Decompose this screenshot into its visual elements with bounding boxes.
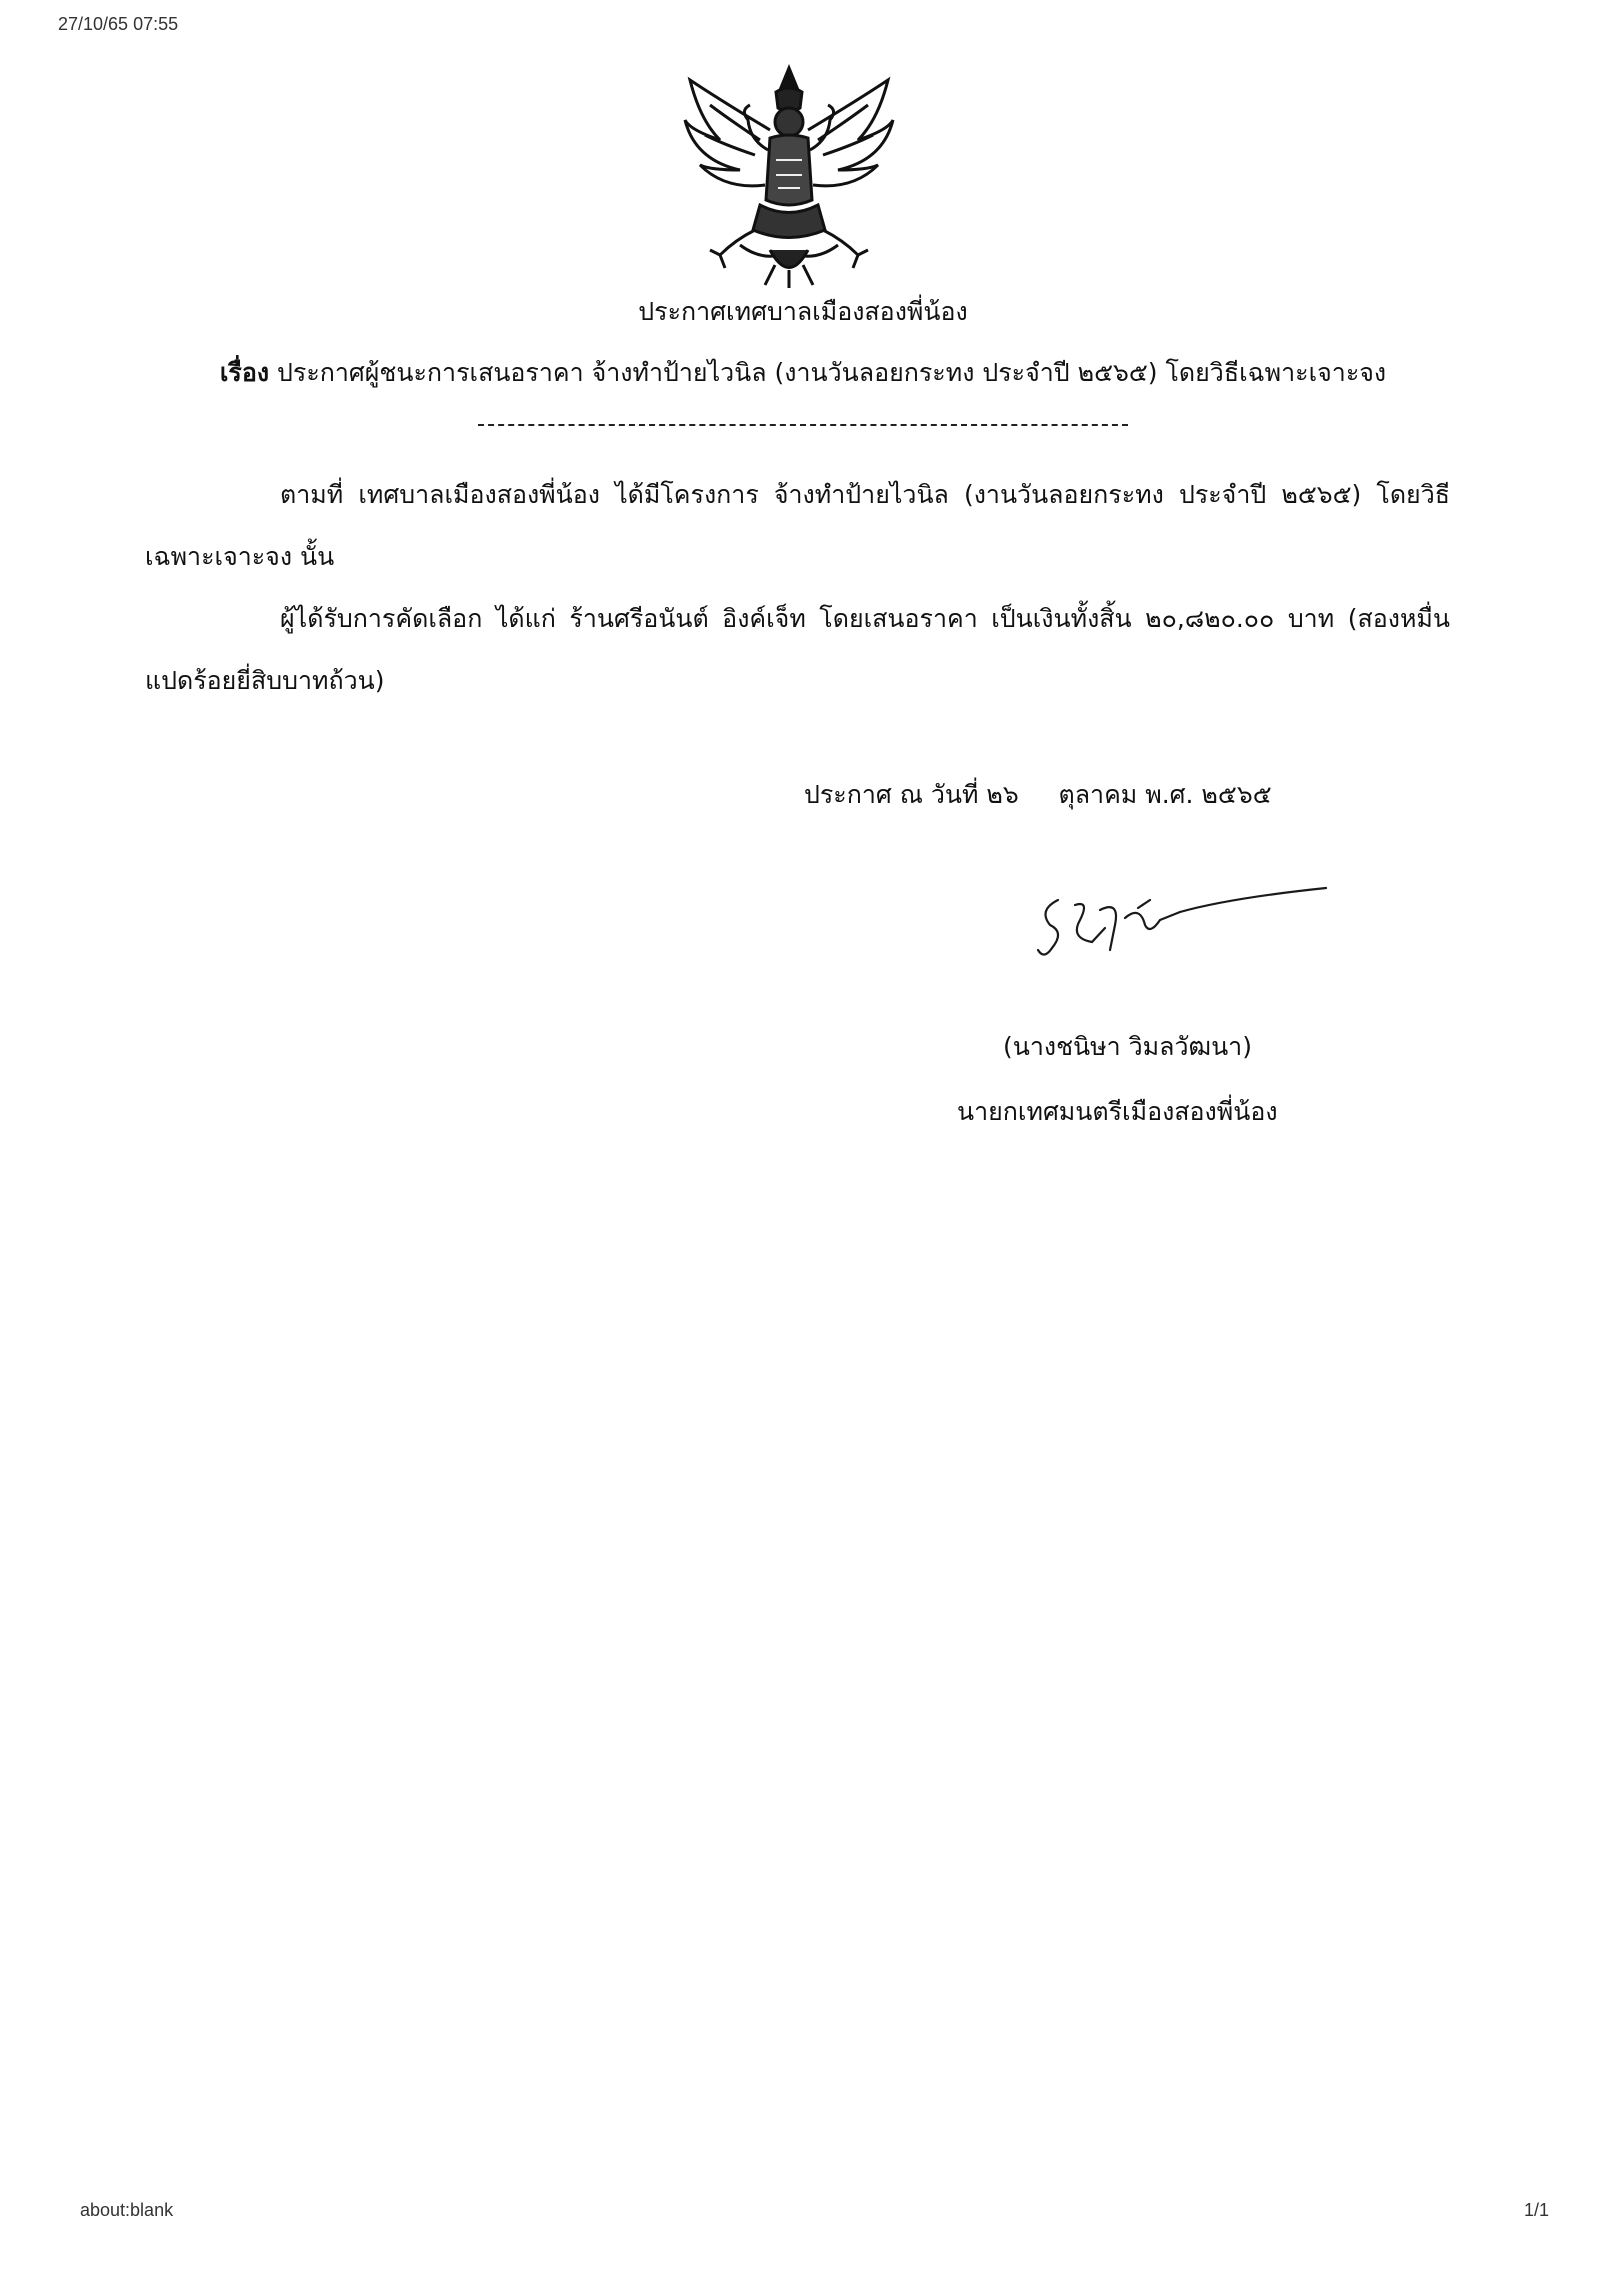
paragraph-project-text: ตามที่ เทศบาลเมืองสองพี่น้อง ได้มีโครงการ จ้างทำป้ายไวนิล (งานวันลอยกระทง ประจำปี ๒๕๖๕) โดยวิธีเฉพาะเจาะจง นั้น — [145, 480, 1450, 571]
print-page-number: 1/1 — [1524, 2200, 1550, 2220]
signer-position: นายกเทศมนตรีเมืองสองพี่น้อง — [957, 1097, 1278, 1126]
subject-text: ประกาศผู้ชนะการเสนอราคา จ้างทำป้ายไวนิล (งานวันลอยกระทง ประจำปี ๒๕๖๕) โดยวิธีเฉพาะเจาะจง — [277, 358, 1387, 387]
garuda-emblem-icon — [680, 60, 898, 290]
divider-line — [478, 424, 1128, 426]
paragraph-project — [145, 464, 1450, 588]
document-subject — [0, 353, 1606, 393]
document-title: ประกาศเทศบาลเมืองสองพี่น้อง — [638, 297, 968, 326]
print-timestamp: 27/10/65 07:55 — [58, 14, 179, 34]
announcement-date: ประกาศ ณ วันที่ ๒๖ ตุลาคม พ.ศ. ๒๕๖๕ — [804, 780, 1272, 809]
paragraph-winner-text: ผู้ได้รับการคัดเลือก ได้แก่ ร้านศรีอนันต์ อิงค์เจ็ท โดยเสนอราคา เป็นเงินทั้งสิ้น ๒๐,๘๒๐.๐๐ บาท (สองหมื่นแปดร้อยยี่สิบบาทถ้วน) — [145, 604, 1450, 695]
paragraph-winner — [145, 588, 1450, 712]
signer-name: (นางชนิษา วิมลวัฒนา) — [1003, 1032, 1252, 1061]
print-url: about:blank — [80, 2200, 174, 2220]
subject-label: เรื่อง — [219, 358, 270, 387]
handwritten-signature — [1030, 870, 1330, 970]
